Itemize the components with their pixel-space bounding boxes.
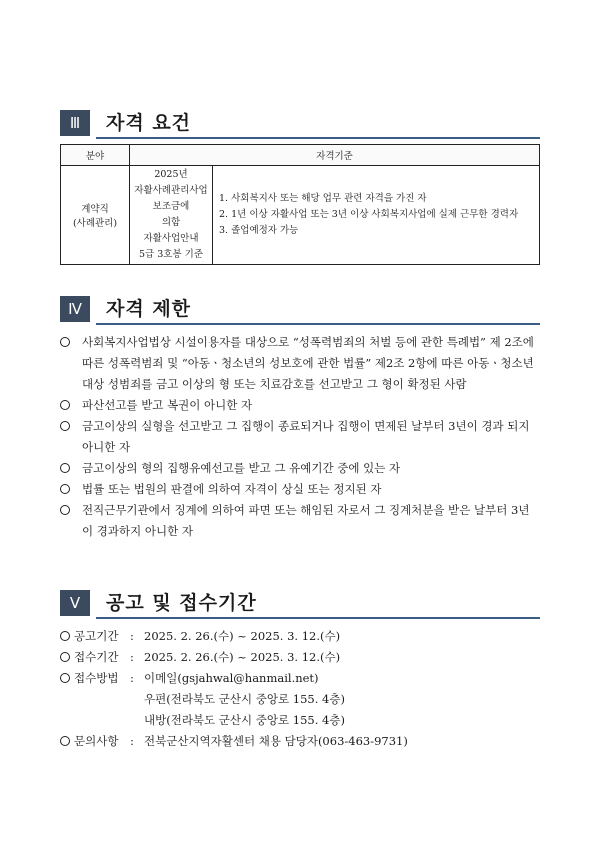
- announcement-period-row: [60, 626, 540, 647]
- section-underline: [96, 137, 540, 139]
- schedule-list: [60, 626, 540, 752]
- circle-bullet-icon: [60, 463, 70, 473]
- list-item: 법률 또는 법원의 판결에 의하여 자격이 상실 또는 정지된 자: [60, 479, 540, 500]
- header-criteria: 자격기준: [130, 145, 540, 166]
- list-item: 금고이상의 실형을 선고받고 그 집행이 종료되거나 집행이 면제된 날부터 3년이 경과 되지 아니한 자: [60, 416, 540, 458]
- circle-bullet-icon: [60, 652, 70, 662]
- restriction-list: [60, 332, 540, 542]
- circle-bullet-icon: [60, 505, 70, 515]
- row-label: 문의사항: [74, 734, 119, 748]
- row-value: 이메일(gsjahwal@hanmail.net): [144, 671, 319, 685]
- circle-bullet-icon: [60, 400, 70, 410]
- section-title: 자격 제한: [106, 298, 192, 320]
- method-mail: 우편(전라북도 군산시 중앙로 155. 4층): [144, 692, 345, 706]
- section-underline: [96, 323, 540, 325]
- section-title: 자격 요건: [106, 112, 192, 134]
- row-label: 공고기간: [74, 629, 119, 643]
- method-visit: 내방(전라북도 군산시 중앙로 155. 4층): [144, 713, 345, 727]
- circle-bullet-icon: [60, 673, 70, 683]
- circle-bullet-icon: [60, 631, 70, 641]
- section-title: 공고 및 접수기간: [106, 592, 257, 614]
- criteria-item: 2. 1년 이상 자활사업 또는 3년 이상 사회복지사업에 실제 근무한 경력자: [219, 209, 519, 220]
- criteria-item: 1. 사회복지사 또는 해당 업무 관련 자격을 가진 자: [219, 193, 427, 204]
- field-line: 계약직: [81, 204, 109, 215]
- header-field: 분야: [61, 145, 130, 166]
- field-line: (사례관리): [72, 218, 118, 229]
- row-label: 접수방법: [74, 671, 119, 685]
- row-label: 접수기간: [74, 650, 119, 664]
- section-header: [60, 586, 540, 616]
- qualification-table: [60, 144, 540, 265]
- row-value: 2025. 2. 26.(수) ~ 2025. 3. 12.(수): [144, 650, 341, 664]
- pay-line: 의함: [161, 217, 181, 228]
- list-item: 전직근무기관에서 징계에 의하여 파면 또는 해임된 자로서 그 징계처분을 받은 날부터 3년이 경과하지 아니한 자: [60, 500, 540, 542]
- list-item: 파산선고를 받고 복권이 아니한 자: [60, 395, 540, 416]
- section-numeral: Ⅳ: [60, 296, 90, 322]
- pay-cell: [130, 166, 213, 265]
- section-schedule: [60, 586, 540, 752]
- row-separator: :: [130, 734, 134, 748]
- section-header: [60, 292, 540, 322]
- section-qualifications: [60, 106, 540, 265]
- row-value: 2025. 2. 26.(수) ~ 2025. 3. 12.(수): [144, 629, 341, 643]
- pay-line: 자활사례관리사업: [134, 185, 208, 196]
- row-separator: :: [130, 650, 134, 664]
- circle-bullet-icon: [60, 421, 70, 431]
- criteria-item: 3. 졸업예정자 가능: [219, 225, 299, 236]
- list-item: 사회복지사업법상 시설이용자를 대상으로 “성폭력범죄의 처벌 등에 관한 특례법” 제 2조에 따른 성폭력범죄 및 “아동ㆍ청소년의 성보호에 관한 법률” 제2조 2항에 따른 아동ㆍ청소년대상 성범죄를 금고 이상의 형 또는 치료감호를 선고받고 그 형이 확정된 사람: [60, 332, 540, 395]
- row-separator: :: [130, 671, 134, 685]
- pay-line: 보조금에: [152, 201, 190, 212]
- section-numeral: Ⅲ: [60, 110, 90, 136]
- list-item: 금고이상의 형의 집행유예선고를 받고 그 유예기간 중에 있는 자: [60, 458, 540, 479]
- circle-bullet-icon: [60, 484, 70, 494]
- pay-line: 5급 3호봉 기준: [138, 249, 203, 260]
- application-period-row: [60, 647, 540, 668]
- section-restrictions: [60, 292, 540, 542]
- row-separator: :: [130, 629, 134, 643]
- application-method-row: [60, 668, 540, 689]
- row-value: 전북군산지역자활센터 채용 담당자(063-463-9731): [144, 734, 408, 748]
- pay-line: 자활사업안내: [143, 233, 199, 244]
- pay-line: 2025년: [154, 169, 188, 180]
- circle-bullet-icon: [60, 736, 70, 746]
- criteria-cell: [213, 166, 540, 265]
- section-header: [60, 106, 540, 136]
- circle-bullet-icon: [60, 337, 70, 347]
- field-cell: [61, 166, 130, 265]
- inquiry-row: [60, 731, 540, 752]
- section-underline: [96, 617, 540, 619]
- section-numeral: Ⅴ: [60, 590, 90, 616]
